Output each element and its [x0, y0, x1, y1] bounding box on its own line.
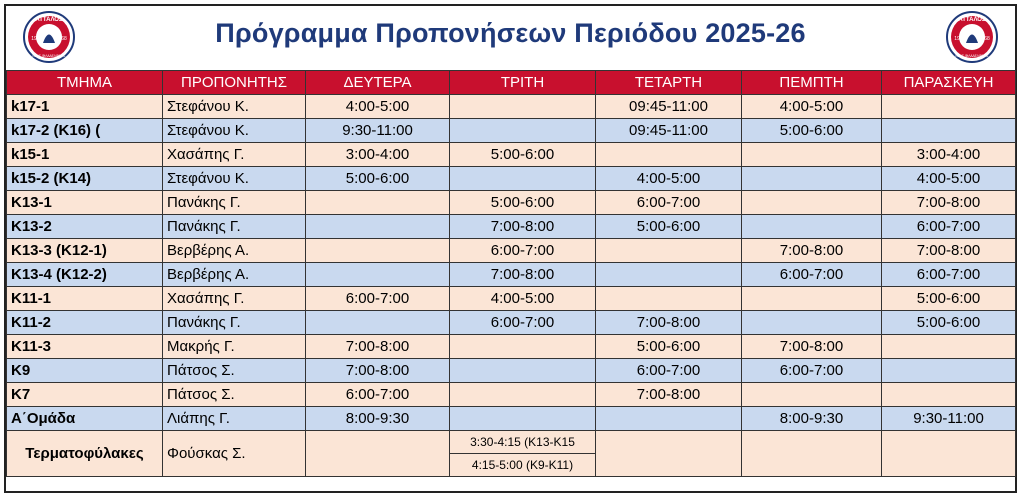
monday-cell: [306, 215, 450, 239]
department-cell: K7: [7, 383, 163, 407]
friday-cell: [882, 95, 1016, 119]
coach-cell: Στεφάνου Κ.: [163, 95, 306, 119]
monday-cell: 4:00-5:00: [306, 95, 450, 119]
thursday-cell: [742, 287, 882, 311]
coach-cell: Πανάκης Γ.: [163, 311, 306, 335]
coach-cell: Βερβέρης Α.: [163, 263, 306, 287]
monday-cell: 7:00-8:00: [306, 359, 450, 383]
monday-cell: 3:00-4:00: [306, 143, 450, 167]
table-row: [7, 359, 1016, 383]
department-cell: k17-1: [7, 95, 163, 119]
thursday-cell: [742, 383, 882, 407]
wednesday-cell: 4:00-5:00: [596, 167, 742, 191]
table-row: [7, 167, 1016, 191]
wednesday-cell: 6:00-7:00: [596, 359, 742, 383]
monday-cell: 9:30-11:00: [306, 119, 450, 143]
friday-cell: 9:30-11:00: [882, 407, 1016, 431]
wednesday-cell: [596, 431, 742, 477]
friday-cell: 4:00-5:00: [882, 167, 1016, 191]
monday-cell: 7:00-8:00: [306, 335, 450, 359]
coach-cell: Πανάκης Γ.: [163, 215, 306, 239]
wednesday-cell: [596, 143, 742, 167]
coach-cell: Στεφάνου Κ.: [163, 119, 306, 143]
wednesday-cell: 09:45-11:00: [596, 95, 742, 119]
logo-year-left: 19: [954, 36, 960, 42]
table-row: [7, 215, 1016, 239]
monday-cell: [306, 431, 450, 477]
table-row: [7, 335, 1016, 359]
logo-sub: ΝΕΑΣ ΦΙΛΑΔΕΛΦΕΙΑΣ: [955, 54, 989, 58]
coach-cell: Χασάπης Γ.: [163, 143, 306, 167]
friday-cell: 5:00-6:00: [882, 311, 1016, 335]
thursday-cell: 7:00-8:00: [742, 335, 882, 359]
column-header: ΔΕΥΤΕΡΑ: [306, 71, 450, 95]
friday-cell: [882, 431, 1016, 477]
wednesday-cell: 5:00-6:00: [596, 335, 742, 359]
tuesday-cell: [450, 335, 596, 359]
coach-cell: Πανάκης Γ.: [163, 191, 306, 215]
monday-cell: [306, 263, 450, 287]
column-header: ΠΕΜΠΤΗ: [742, 71, 882, 95]
thursday-cell: 6:00-7:00: [742, 359, 882, 383]
thursday-cell: 4:00-5:00: [742, 95, 882, 119]
department-cell: Τερματοφύλακες: [7, 431, 163, 477]
department-cell: K13-4 (K12-2): [7, 263, 163, 287]
friday-cell: 6:00-7:00: [882, 263, 1016, 287]
thursday-cell: [742, 143, 882, 167]
department-cell: Α΄Ομάδα: [7, 407, 163, 431]
coach-cell: Στεφάνου Κ.: [163, 167, 306, 191]
tuesday-cell: [450, 383, 596, 407]
logo-text: ΑΤΤΑΛΟΣ: [35, 17, 63, 23]
department-cell: k17-2 (Κ16) (: [7, 119, 163, 143]
thursday-cell: [742, 191, 882, 215]
logo-sub: ΝΕΑΣ ΦΙΛΑΔΕΛΦΕΙΑΣ: [32, 54, 66, 58]
department-cell: K9: [7, 359, 163, 383]
logo-text: ΑΤΤΑΛΟΣ: [958, 17, 986, 23]
table-row: [7, 383, 1016, 407]
tuesday-cell: 7:00-8:00: [450, 263, 596, 287]
table-row: [7, 407, 1016, 431]
column-header: ΤΜΗΜΑ: [7, 71, 163, 95]
logo-year-right: 68: [984, 36, 990, 42]
header: [6, 6, 1015, 68]
department-cell: K13-1: [7, 191, 163, 215]
logo-year-left: 19: [31, 36, 37, 42]
tuesday-cell: 5:00-6:00: [450, 143, 596, 167]
monday-cell: 6:00-7:00: [306, 287, 450, 311]
wednesday-cell: [596, 407, 742, 431]
tuesday-cell: 6:00-7:00: [450, 311, 596, 335]
department-cell: k15-2 (Κ14): [7, 167, 163, 191]
tuesday-cell: [450, 431, 596, 477]
column-header: ΤΕΤΑΡΤΗ: [596, 71, 742, 95]
coach-cell: Πάτσος Σ.: [163, 359, 306, 383]
friday-cell: 7:00-8:00: [882, 191, 1016, 215]
friday-cell: 7:00-8:00: [882, 239, 1016, 263]
tuesday-slot-1: 3:30-4:15 (K13-K15: [450, 431, 595, 454]
table-row: [7, 119, 1016, 143]
table-row: [7, 287, 1016, 311]
monday-cell: [306, 239, 450, 263]
column-header: ΠΡΟΠΟΝΗΤΗΣ: [163, 71, 306, 95]
header-row: [7, 71, 1016, 95]
coach-cell: Φούσκας Σ.: [163, 431, 306, 477]
table-row: [7, 263, 1016, 287]
thursday-cell: 8:00-9:30: [742, 407, 882, 431]
tuesday-cell: [450, 119, 596, 143]
monday-cell: 6:00-7:00: [306, 383, 450, 407]
thursday-cell: [742, 311, 882, 335]
monday-cell: [306, 191, 450, 215]
table-row-goalkeepers: [7, 431, 1016, 477]
tuesday-cell: [450, 407, 596, 431]
table-row: [7, 143, 1016, 167]
monday-cell: 8:00-9:30: [306, 407, 450, 431]
tuesday-cell: 7:00-8:00: [450, 215, 596, 239]
coach-cell: Λιάπης Γ.: [163, 407, 306, 431]
department-cell: K13-3 (K12-1): [7, 239, 163, 263]
thursday-cell: [742, 215, 882, 239]
schedule-table: [6, 70, 1016, 477]
wednesday-cell: 09:45-11:00: [596, 119, 742, 143]
schedule-sheet: [4, 4, 1017, 493]
department-cell: K11-2: [7, 311, 163, 335]
friday-cell: [882, 119, 1016, 143]
coach-cell: Βερβέρης Α.: [163, 239, 306, 263]
wednesday-cell: 6:00-7:00: [596, 191, 742, 215]
page-title: Πρόγραμμα Προπονήσεων Περιόδου 2025-26: [215, 18, 806, 48]
friday-cell: [882, 335, 1016, 359]
table-row: [7, 191, 1016, 215]
tuesday-cell: 6:00-7:00: [450, 239, 596, 263]
column-header: ΤΡΙΤΗ: [450, 71, 596, 95]
department-cell: K11-1: [7, 287, 163, 311]
coach-cell: Μακρής Γ.: [163, 335, 306, 359]
department-cell: k15-1: [7, 143, 163, 167]
column-header: ΠΑΡΑΣΚΕΥΗ: [882, 71, 1016, 95]
wednesday-cell: 5:00-6:00: [596, 215, 742, 239]
thursday-cell: [742, 167, 882, 191]
monday-cell: 5:00-6:00: [306, 167, 450, 191]
thursday-cell: 7:00-8:00: [742, 239, 882, 263]
wednesday-cell: 7:00-8:00: [596, 311, 742, 335]
wednesday-cell: [596, 263, 742, 287]
coach-cell: Πάτσος Σ.: [163, 383, 306, 407]
tuesday-cell: [450, 167, 596, 191]
logo-year-right: 68: [61, 36, 67, 42]
table-row: [7, 95, 1016, 119]
tuesday-cell: [450, 359, 596, 383]
tuesday-cell: 5:00-6:00: [450, 191, 596, 215]
table-row: [7, 239, 1016, 263]
wednesday-cell: [596, 239, 742, 263]
department-cell: K11-3: [7, 335, 163, 359]
friday-cell: 5:00-6:00: [882, 287, 1016, 311]
friday-cell: 3:00-4:00: [882, 143, 1016, 167]
tuesday-cell: 4:00-5:00: [450, 287, 596, 311]
thursday-cell: 6:00-7:00: [742, 263, 882, 287]
table-row: [7, 311, 1016, 335]
friday-cell: [882, 383, 1016, 407]
department-cell: K13-2: [7, 215, 163, 239]
wednesday-cell: [596, 287, 742, 311]
friday-cell: [882, 359, 1016, 383]
tuesday-slot-2: 4:15-5:00 (K9-K11): [471, 458, 574, 472]
club-logo-right: [945, 10, 999, 64]
tuesday-cell: [450, 95, 596, 119]
monday-cell: [306, 311, 450, 335]
thursday-cell: [742, 431, 882, 477]
thursday-cell: 5:00-6:00: [742, 119, 882, 143]
coach-cell: Χασάπης Γ.: [163, 287, 306, 311]
wednesday-cell: 7:00-8:00: [596, 383, 742, 407]
friday-cell: 6:00-7:00: [882, 215, 1016, 239]
